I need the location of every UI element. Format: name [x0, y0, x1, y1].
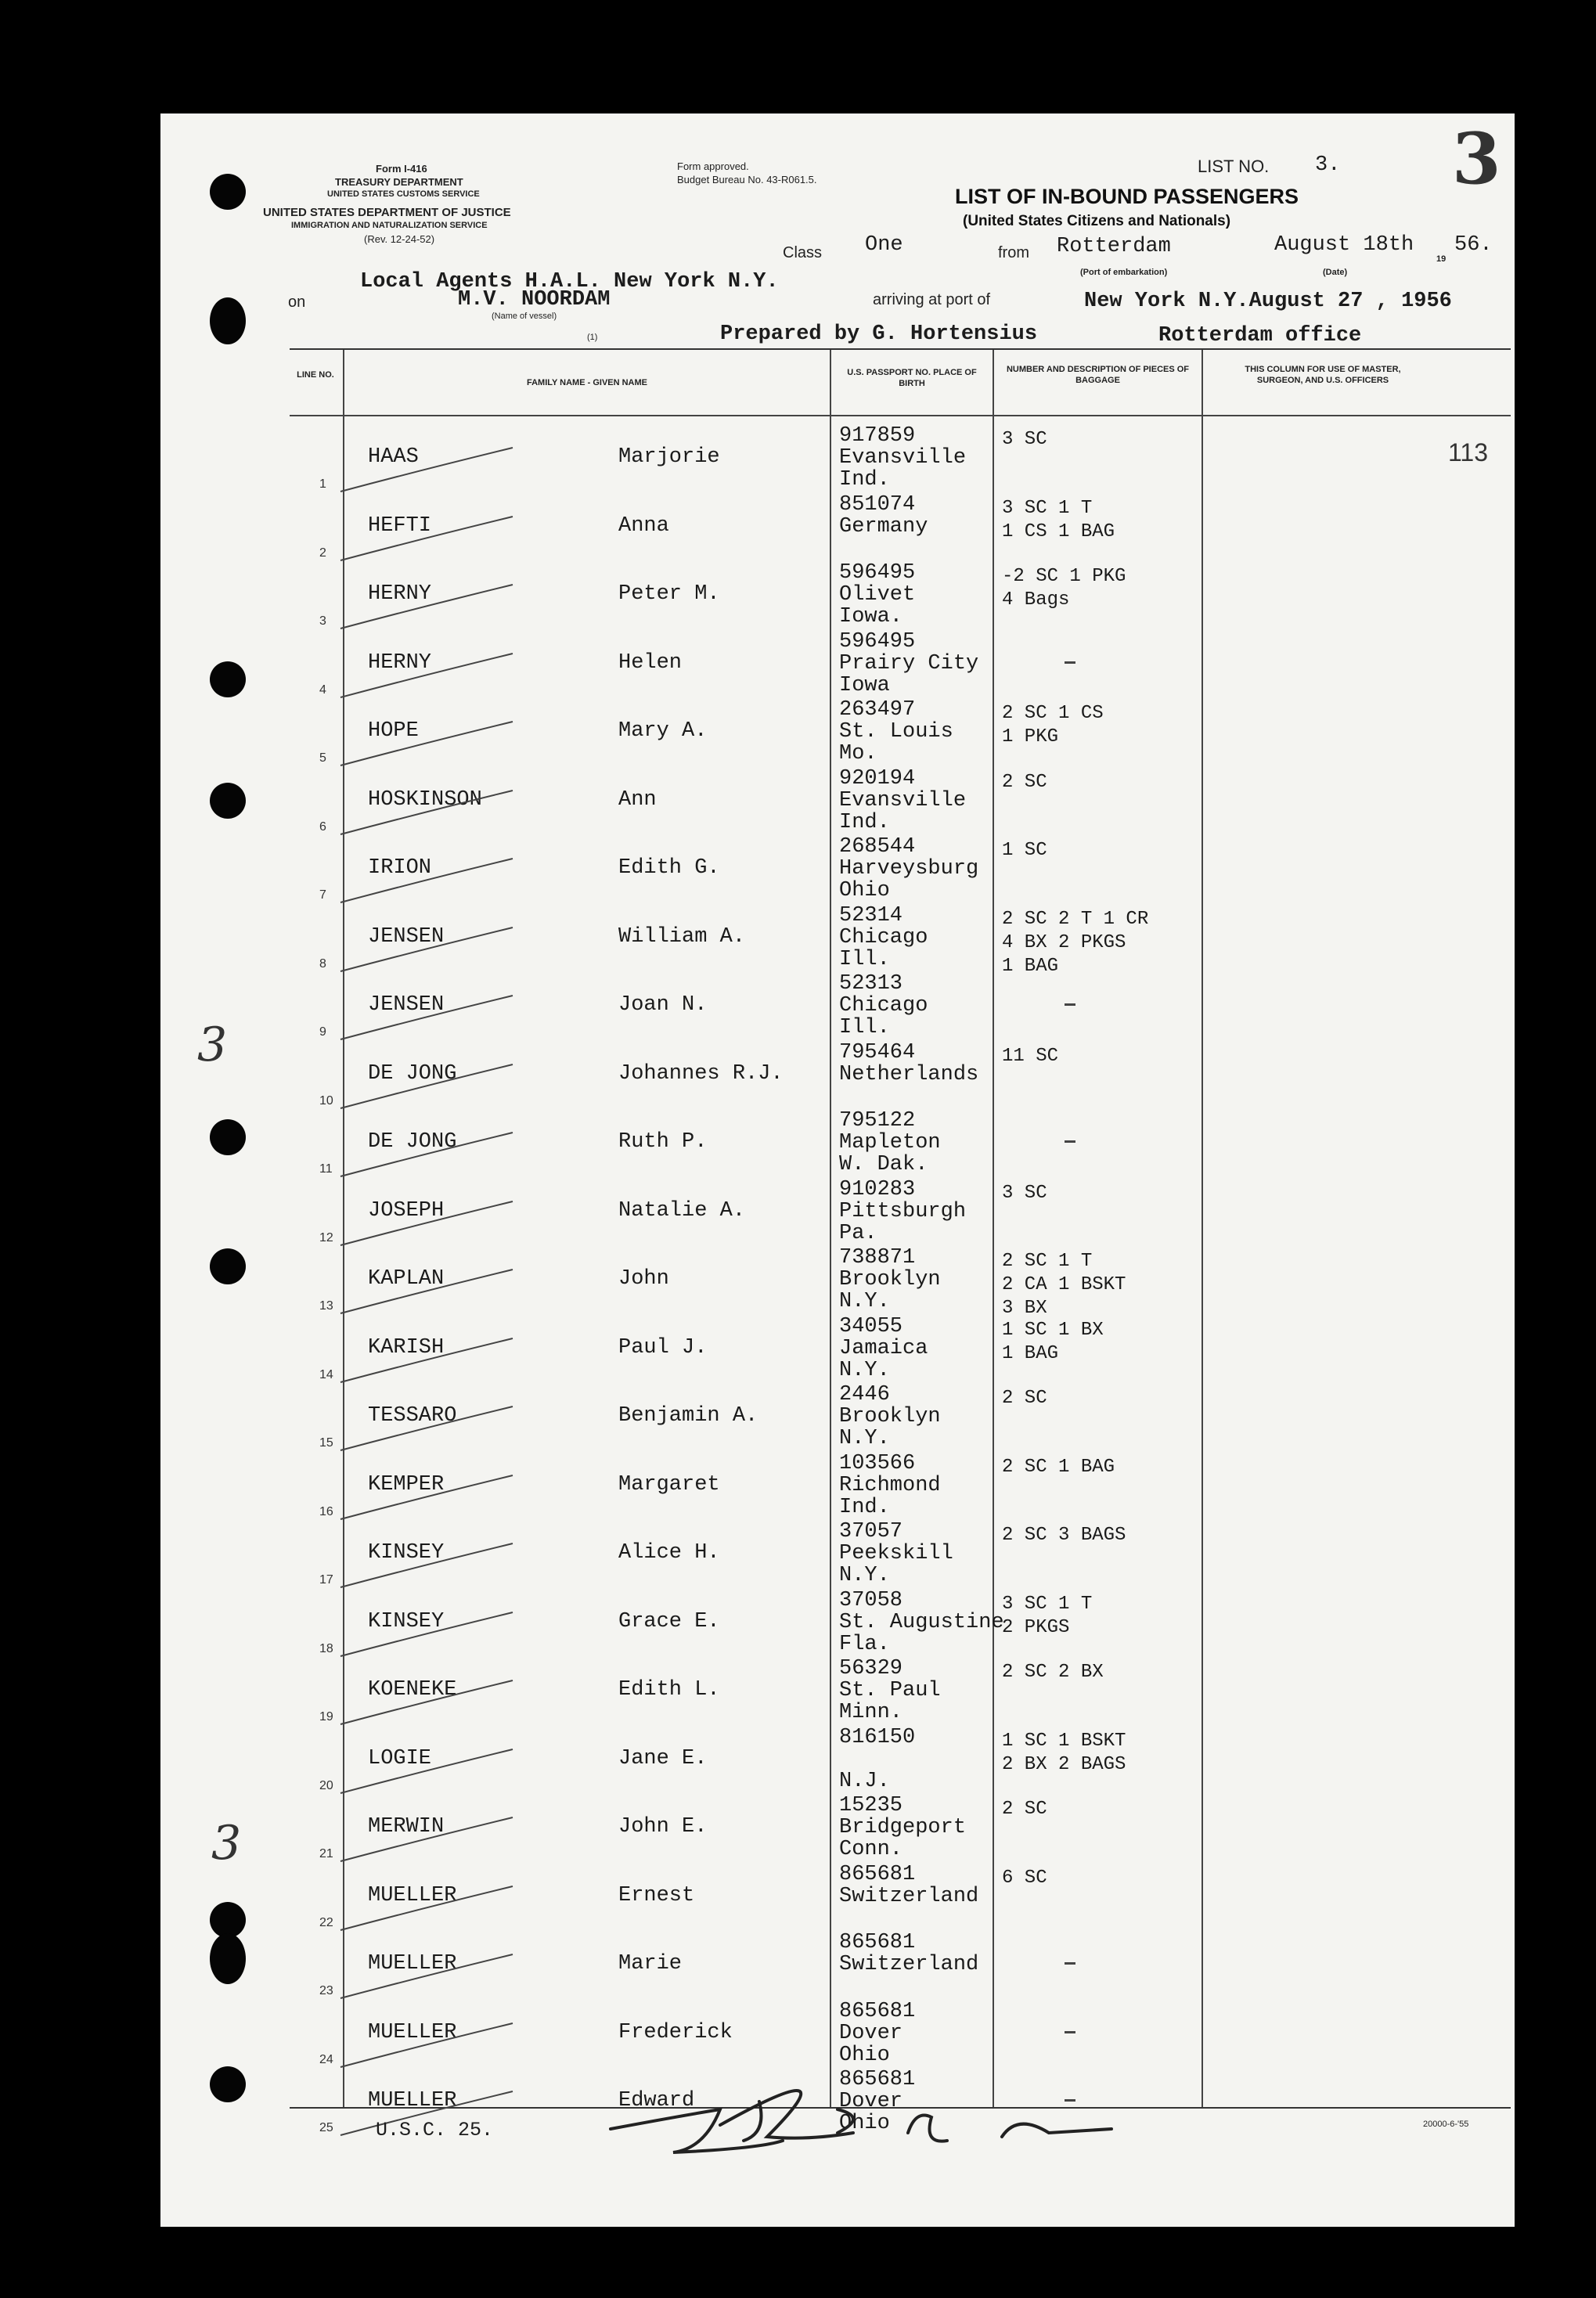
place-of-birth: Ind.: [839, 1495, 890, 1519]
place-of-birth: Iowa: [839, 673, 890, 697]
place-of-birth: Harveysburg: [839, 857, 979, 881]
embarkation-date: August 18th: [1274, 233, 1414, 257]
baggage-entry: 11 SC: [1002, 1045, 1059, 1067]
passport-number: 865681: [839, 1862, 916, 1886]
passport-number: 865681: [839, 1931, 916, 1954]
check-stroke: [337, 1542, 517, 1589]
check-stroke: [337, 1611, 517, 1658]
table-row: [290, 1863, 1511, 1932]
baggage-entry: 2 SC: [1002, 1388, 1047, 1409]
place-of-birth: St. Louis: [839, 720, 953, 744]
given-name: Mary A.: [618, 719, 708, 743]
baggage-entry: 2 SC 3 BAGS: [1002, 1525, 1126, 1546]
header-passport: U.S. PASSPORT NO. PLACE OF BIRTH: [847, 368, 977, 388]
punch-hole: [210, 661, 246, 697]
family-name: HAAS: [368, 445, 419, 469]
line-number: 18: [319, 1641, 333, 1655]
family-name: KINSEY: [368, 1609, 445, 1633]
line-number: 8: [319, 956, 326, 971]
baggage-entry: 4 Bags: [1002, 589, 1070, 611]
line-number: 19: [319, 1710, 333, 1724]
family-name: LOGIE: [368, 1746, 432, 1770]
line-number: 16: [319, 1504, 333, 1518]
line-number: 5: [319, 751, 326, 765]
table-row: [290, 424, 1511, 493]
ditto-mark: [1065, 1140, 1075, 1143]
place-of-birth: Ill.: [839, 947, 890, 971]
check-stroke: [337, 1885, 517, 1932]
given-name: Grace E.: [618, 1609, 720, 1633]
header-officers: THIS COLUMN FOR USE OF MASTER, SURGEON, AND U.S. OFFICERS: [1245, 365, 1401, 385]
place-of-birth: N.J.: [839, 1769, 890, 1793]
header-name: FAMILY NAME - GIVEN NAME: [526, 378, 648, 387]
table-row: [290, 1315, 1511, 1384]
line-number: 12: [319, 1230, 333, 1244]
baggage-entry: 2 SC 1 CS: [1002, 703, 1104, 724]
table-row: [290, 1452, 1511, 1521]
check-stroke: [337, 1405, 517, 1452]
family-name: JENSEN: [368, 993, 445, 1017]
officer-count: 113: [1448, 438, 1489, 466]
year-prefix: 19: [1436, 254, 1446, 264]
check-stroke: [337, 926, 517, 973]
place-of-birth: Conn.: [839, 1838, 903, 1861]
punch-hole: [210, 1933, 246, 1984]
place-of-birth: Iowa.: [839, 605, 903, 629]
check-stroke: [337, 1748, 517, 1795]
check-stroke: [337, 857, 517, 904]
table-row: [290, 1520, 1511, 1589]
place-of-birth: Ind.: [839, 810, 890, 834]
place-of-birth: N.Y.: [839, 1564, 890, 1587]
family-name: HERNY: [368, 582, 432, 606]
baggage-entry: 2 SC 2 T 1 CR: [1002, 908, 1149, 930]
passport-number: 268544: [839, 835, 916, 859]
given-name: Joan N.: [618, 993, 708, 1017]
family-name: MUELLER: [368, 1883, 457, 1907]
passport-number: 738871: [839, 1246, 916, 1270]
passport-number: 34055: [839, 1314, 903, 1338]
given-name: Ruth P.: [618, 1130, 708, 1154]
place-of-birth: Ohio: [839, 2043, 890, 2067]
given-name: Anna: [618, 513, 669, 538]
check-stroke: [337, 1816, 517, 1863]
ditto-mark: [1065, 1962, 1075, 1965]
check-stroke: [337, 1131, 517, 1178]
place-of-birth: Mo.: [839, 742, 877, 765]
family-name: HOPE: [368, 719, 419, 743]
place-of-birth: Dover: [839, 2021, 903, 2045]
baggage-entry: 2 CA 1 BSKT: [1002, 1274, 1126, 1295]
baggage-entry: 6 SC: [1002, 1867, 1047, 1889]
baggage-entry: 3 SC 1 T: [1002, 1593, 1093, 1615]
family-name: DE JONG: [368, 1061, 457, 1086]
family-name: HERNY: [368, 650, 432, 675]
baggage-entry: 2 SC 1 T: [1002, 1251, 1093, 1272]
table-row: [290, 1383, 1511, 1452]
family-name: MUELLER: [368, 1952, 457, 1976]
family-name: KAPLAN: [368, 1267, 445, 1291]
form-approved: Form approved.: [677, 160, 749, 172]
passport-number: 795464: [839, 1040, 916, 1064]
line-number: 21: [319, 1847, 333, 1860]
family-name: MUELLER: [368, 2089, 457, 2113]
passport-number: 103566: [839, 1451, 916, 1475]
check-stroke: [337, 1063, 517, 1110]
family-name: HOSKINSON: [368, 787, 482, 812]
baggage-entry: -2 SC 1 PKG: [1002, 566, 1126, 587]
line-number: 2: [319, 546, 326, 560]
given-name: John E.: [618, 1815, 708, 1839]
given-name: Edith G.: [618, 856, 720, 880]
given-name: Ernest: [618, 1883, 695, 1907]
vessel-footnote: (1): [587, 333, 598, 342]
place-of-birth: Chicago: [839, 925, 928, 949]
baggage-entry: 2 PKGS: [1002, 1616, 1070, 1638]
given-name: Margaret: [618, 1472, 720, 1497]
line-number: 13: [319, 1299, 333, 1313]
baggage-entry: 2 SC: [1002, 771, 1047, 793]
line-number: 1: [319, 477, 326, 491]
place-of-birth: Minn.: [839, 1701, 903, 1724]
check-stroke: [337, 2022, 517, 2069]
family-name: JENSEN: [368, 924, 445, 949]
check-stroke: [337, 583, 517, 630]
baggage-entry: 4 BX 2 PKGS: [1002, 931, 1126, 953]
passport-number: 52314: [839, 903, 903, 927]
punch-hole: [210, 783, 246, 819]
passport-number: 865681: [839, 2068, 916, 2091]
given-name: William A.: [618, 924, 746, 949]
place-of-birth: St. Paul: [839, 1679, 941, 1702]
line-number: 23: [319, 1984, 333, 1997]
place-of-birth: Ind.: [839, 468, 890, 492]
given-name: Johannes R.J.: [618, 1061, 784, 1086]
place-of-birth: N.Y.: [839, 1290, 890, 1313]
passport-number: 263497: [839, 698, 916, 722]
corner-page-number: 3: [1452, 117, 1501, 200]
punch-hole: [210, 2066, 246, 2102]
margin-annotation: 3: [197, 1018, 228, 1072]
line-number: 10: [319, 1093, 333, 1108]
from-label: from: [998, 244, 1029, 261]
punch-hole: [210, 1248, 246, 1284]
family-name: IRION: [368, 856, 432, 880]
table-row: [290, 698, 1511, 767]
place-of-birth: Switzerland: [839, 1884, 979, 1908]
place-of-birth: Evansville: [839, 788, 967, 812]
family-name: TESSARO: [368, 1404, 457, 1428]
table-row: [290, 1794, 1511, 1863]
passport-number: 37057: [839, 1520, 903, 1543]
check-stroke: [337, 446, 517, 493]
check-stroke: [337, 1200, 517, 1247]
family-name: HEFTI: [368, 513, 432, 538]
form-number: Form I-416: [376, 163, 427, 175]
header-line-no: LINE NO.: [297, 370, 334, 380]
table-row: [290, 630, 1511, 699]
baggage-entry: 1 PKG: [1002, 726, 1059, 747]
given-name: Jane E.: [618, 1746, 708, 1770]
passport-number: 2446: [839, 1383, 890, 1407]
table-row: [290, 561, 1511, 630]
table-row: [290, 1109, 1511, 1178]
check-stroke: [337, 652, 517, 699]
table-row: [290, 903, 1511, 977]
punch-hole: [210, 1119, 246, 1155]
line-number: 15: [319, 1436, 333, 1450]
passport-number: 816150: [839, 1725, 916, 1749]
family-name: KARISH: [368, 1335, 445, 1360]
given-name: Natalie A.: [618, 1198, 746, 1223]
check-stroke: [337, 1474, 517, 1521]
check-stroke: [337, 515, 517, 562]
place-of-birth: Ill.: [839, 1016, 890, 1039]
prepared-office: Rotterdam office: [1158, 324, 1362, 348]
table-row: [290, 1931, 1511, 2000]
form-title: LIST OF IN-BOUND PASSENGERS: [955, 185, 1299, 208]
line-number: 22: [319, 1915, 333, 1929]
given-name: John: [618, 1267, 669, 1291]
signature: [579, 2015, 1127, 2172]
given-name: Edward: [618, 2089, 695, 2113]
family-name: KINSEY: [368, 1541, 445, 1565]
baggage-entry: 2 BX 2 BAGS: [1002, 1753, 1126, 1775]
passport-number: 56329: [839, 1657, 903, 1680]
check-stroke: [337, 720, 517, 767]
given-name: Marjorie: [618, 445, 720, 469]
baggage-entry: 1 CS 1 BAG: [1002, 520, 1115, 542]
line-number: 7: [319, 888, 326, 902]
table-row: [290, 835, 1511, 904]
ditto-mark: [1065, 1003, 1075, 1006]
passport-number: 865681: [839, 1999, 916, 2023]
place-of-birth: N.Y.: [839, 1427, 890, 1450]
class-label: Class: [783, 244, 823, 261]
footer-code: U.S.C. 25.: [376, 2119, 494, 2141]
family-name: DE JONG: [368, 1130, 457, 1154]
prepared-by: Prepared by G. Hortensius: [720, 322, 1038, 346]
class-value: One: [865, 233, 903, 257]
port-of-embarkation: Rotterdam: [1057, 235, 1171, 258]
place-of-birth: Peekskill: [839, 1542, 953, 1565]
place-of-birth: Prairy City: [839, 651, 979, 675]
place-of-birth: Mapleton: [839, 1131, 941, 1154]
check-stroke: [337, 789, 517, 836]
given-name: Edith L.: [618, 1678, 720, 1702]
dept-treasury: TREASURY DEPARTMENT: [335, 176, 463, 188]
place-of-birth: Olivet: [839, 583, 916, 607]
passport-number: 851074: [839, 492, 916, 517]
ditto-mark: [1065, 661, 1075, 664]
baggage-entry: 2 SC 1 BAG: [1002, 1456, 1115, 1478]
baggage-entry: 2 SC: [1002, 1799, 1047, 1820]
baggage-entry: 3 SC: [1002, 429, 1047, 450]
check-stroke: [337, 1953, 517, 2000]
baggage-entry: 1 BAG: [1002, 955, 1059, 977]
family-name: MUELLER: [368, 2020, 457, 2044]
header-baggage: NUMBER AND DESCRIPTION OF PIECES OF BAGGAGE: [1006, 365, 1190, 385]
given-name: Ann: [618, 787, 657, 812]
line-number: 14: [319, 1367, 333, 1381]
passport-number: 920194: [839, 766, 916, 791]
place-of-birth: Pa.: [839, 1221, 877, 1245]
place-of-birth: Germany: [839, 514, 928, 538]
line-number: 3: [319, 614, 326, 628]
passport-number: 52313: [839, 972, 903, 996]
dept-immigration: IMMIGRATION AND NATURALIZATION SERVICE: [291, 221, 488, 230]
baggage-entry: 1 SC 1 BX: [1002, 1319, 1104, 1341]
line-number: 11: [319, 1162, 333, 1176]
passport-number: 596495: [839, 561, 916, 585]
line-number: 9: [319, 1025, 326, 1039]
table-row: [290, 1041, 1511, 1110]
passport-number: 795122: [839, 1109, 916, 1133]
table-row: [290, 1246, 1511, 1319]
table-row: [290, 493, 1511, 562]
passport-number: 37058: [839, 1588, 903, 1612]
place-of-birth: Switzerland: [839, 1953, 979, 1976]
family-name: KEMPER: [368, 1472, 445, 1497]
budget-bureau: Budget Bureau No. 43-R061.5.: [677, 174, 817, 185]
date-caption: (Date): [1323, 268, 1348, 277]
check-stroke: [337, 1337, 517, 1384]
embarkation-year: 56.: [1454, 233, 1493, 257]
arriving-label: arriving at port of: [873, 291, 991, 308]
table-row: [290, 1726, 1511, 1795]
place-of-birth: W. Dak.: [839, 1153, 928, 1176]
place-of-birth: Jamaica: [839, 1336, 928, 1360]
arrival-port-date: New York N.Y.August 27 , 1956: [1084, 290, 1452, 313]
line-number: 25: [319, 2121, 333, 2134]
given-name: Paul J.: [618, 1335, 708, 1360]
table-row: [290, 1589, 1511, 1658]
agent-line: Local Agents H.A.L. New York N.Y.: [360, 270, 779, 294]
place-of-birth: Ohio: [839, 2112, 890, 2135]
on-label: on: [288, 294, 306, 311]
table-row: [290, 972, 1511, 1041]
place-of-birth: Fla.: [839, 1632, 890, 1656]
place-of-birth: Richmond: [839, 1473, 941, 1497]
given-name: Helen: [618, 650, 683, 675]
baggage-entry: 1 SC 1 BSKT: [1002, 1730, 1126, 1752]
vessel-name: M.V. NOORDAM: [458, 288, 611, 312]
passport-number: 596495: [839, 629, 916, 654]
form-subtitle: (United States Citizens and Nationals): [963, 213, 1231, 229]
place-of-birth: Bridgeport: [839, 1816, 967, 1839]
passport-number: 910283: [839, 1177, 916, 1201]
table-row: [290, 1657, 1511, 1726]
given-name: Alice H.: [618, 1541, 720, 1565]
place-of-birth: Dover: [839, 2090, 903, 2113]
check-stroke: [337, 1268, 517, 1315]
baggage-entry: 3 SC: [1002, 1182, 1047, 1204]
place-of-birth: Evansville: [839, 446, 967, 470]
vessel-caption: (Name of vessel): [492, 312, 557, 321]
table-row: [290, 1178, 1511, 1247]
baggage-entry: 3 SC 1 T: [1002, 497, 1093, 519]
footer-print-code: 20000-6-'55: [1423, 2120, 1469, 2129]
line-number: 20: [319, 1778, 333, 1792]
passport-number: 917859: [839, 424, 916, 448]
line-number: 4: [319, 683, 326, 697]
margin-annotation: 3: [211, 1816, 242, 1871]
list-number: 3.: [1315, 153, 1341, 177]
line-number: 6: [319, 819, 326, 834]
dept-justice: UNITED STATES DEPARTMENT OF JUSTICE: [263, 206, 511, 219]
check-stroke: [337, 994, 517, 1041]
form-revision: (Rev. 12-24-52): [364, 233, 435, 245]
place-of-birth: Chicago: [839, 994, 928, 1018]
passport-number: 15235: [839, 1794, 903, 1817]
baggage-entry: 1 SC: [1002, 840, 1047, 861]
port-embarkation-caption: (Port of embarkation): [1080, 268, 1168, 277]
family-name: KOENEKE: [368, 1678, 457, 1702]
dept-customs: UNITED STATES CUSTOMS SERVICE: [327, 189, 480, 199]
given-name: Benjamin A.: [618, 1404, 758, 1428]
check-stroke: [337, 1679, 517, 1726]
baggage-entry: 1 BAG: [1002, 1342, 1059, 1364]
punch-hole: [210, 297, 246, 344]
punch-hole: [210, 174, 246, 210]
table-row: [290, 767, 1511, 836]
given-name: Marie: [618, 1952, 683, 1976]
line-number: 17: [319, 1573, 333, 1587]
family-name: JOSEPH: [368, 1198, 445, 1223]
list-number-label: LIST NO.: [1198, 157, 1270, 176]
family-name: MERWIN: [368, 1815, 445, 1839]
place-of-birth: Ohio: [839, 879, 890, 902]
baggage-entry: 3 BX: [1002, 1298, 1047, 1319]
baggage-entry: 2 SC 2 BX: [1002, 1662, 1104, 1683]
line-number: 24: [319, 2052, 333, 2066]
given-name: Frederick: [618, 2020, 733, 2044]
place-of-birth: N.Y.: [839, 1358, 890, 1382]
place-of-birth: Pittsburgh: [839, 1199, 967, 1223]
place-of-birth: Brooklyn: [839, 1405, 941, 1428]
place-of-birth: Brooklyn: [839, 1268, 941, 1291]
place-of-birth: St. Augustine: [839, 1610, 1004, 1634]
place-of-birth: Netherlands: [839, 1062, 979, 1086]
given-name: Peter M.: [618, 582, 720, 606]
